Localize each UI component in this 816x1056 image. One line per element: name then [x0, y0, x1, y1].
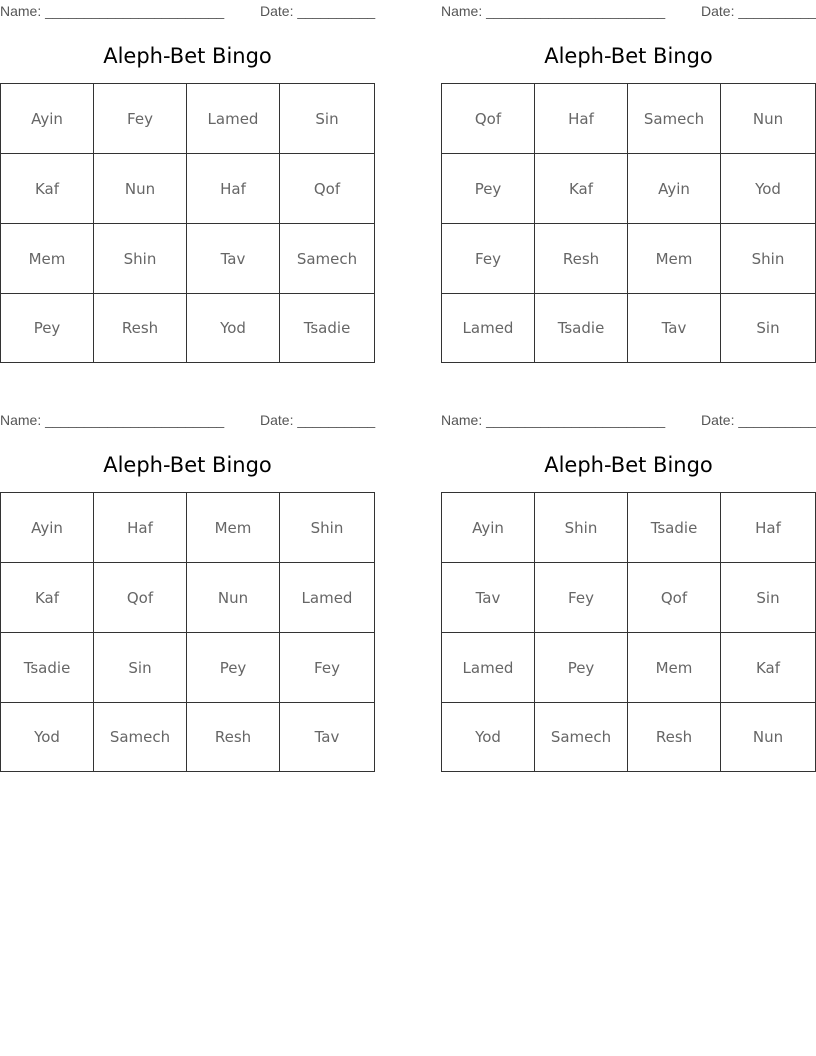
bingo-cell: Fey	[442, 224, 535, 294]
bingo-cell: Lamed	[280, 563, 374, 633]
name-field-label: Name: _______________________	[441, 3, 666, 19]
bingo-cell: Yod	[1, 703, 94, 771]
name-date-line	[441, 411, 816, 429]
bingo-cell: Sin	[756, 319, 780, 337]
bingo-cell: Ayin	[628, 154, 721, 224]
bingo-cell: Tsadie	[303, 319, 351, 337]
bingo-cell: Kaf	[1, 154, 94, 224]
bingo-cell: Pey	[535, 633, 628, 703]
bingo-cell: Sin	[280, 84, 374, 154]
bingo-card	[0, 0, 375, 365]
bingo-cell: Lamed	[442, 294, 535, 362]
bingo-cell: Resh	[628, 703, 721, 771]
bingo-cell: Mem	[1, 224, 94, 294]
bingo-cell: Resh	[535, 224, 628, 294]
name-field-label: Name: _______________________	[0, 3, 225, 19]
bingo-cell: Tav	[314, 728, 340, 746]
bingo-cell: Qof	[628, 563, 721, 633]
bingo-cell: Ayin	[1, 84, 94, 154]
date-field-label: Date: __________	[260, 3, 376, 19]
bingo-cell: Tsadie	[535, 294, 628, 362]
name-field-label: Name: _______________________	[441, 412, 666, 428]
bingo-cell: Nun	[187, 563, 280, 633]
bingo-cell: Fey	[280, 633, 374, 703]
bingo-cell: Haf	[94, 493, 187, 563]
bingo-cell: Shin	[721, 224, 815, 294]
bingo-cell: Sin	[94, 633, 187, 703]
name-date-line	[0, 2, 375, 20]
name-field-label: Name: _______________________	[0, 412, 225, 428]
bingo-cell: Resh	[187, 703, 280, 771]
bingo-cell: Tav	[442, 563, 535, 633]
bingo-cell: Tav	[187, 224, 280, 294]
bingo-card	[441, 0, 816, 365]
bingo-cell: Haf	[721, 493, 815, 563]
bingo-cell: Tsadie	[1, 633, 94, 703]
bingo-cell: Mem	[187, 493, 280, 563]
bingo-cell: Samech	[280, 224, 374, 294]
name-date-line	[0, 411, 375, 429]
bingo-cell: Ayin	[442, 493, 535, 563]
bingo-cell: Lamed	[187, 84, 280, 154]
bingo-cell: Shin	[280, 493, 374, 563]
bingo-grid	[441, 83, 816, 363]
bingo-cell: Kaf	[1, 563, 94, 633]
bingo-cell: Pey	[1, 294, 94, 362]
bingo-cell: Yod	[442, 703, 535, 771]
bingo-cell: Samech	[628, 84, 721, 154]
bingo-cell: Samech	[535, 703, 628, 771]
bingo-cell: Samech	[94, 703, 187, 771]
bingo-cell: Qof	[280, 154, 374, 224]
bingo-cell: Haf	[535, 84, 628, 154]
bingo-cell: Haf	[187, 154, 280, 224]
card-title: Aleph-Bet Bingo	[103, 44, 272, 68]
bingo-cell: Resh	[94, 294, 187, 362]
bingo-cell: Shin	[535, 493, 628, 563]
bingo-cell: Qof	[94, 563, 187, 633]
bingo-cell: Ayin	[1, 493, 94, 563]
name-date-line	[441, 2, 816, 20]
bingo-cell: Nun	[94, 154, 187, 224]
bingo-cell: Shin	[94, 224, 187, 294]
bingo-cell: Mem	[628, 633, 721, 703]
bingo-cell: Fey	[94, 84, 187, 154]
bingo-cell: Yod	[721, 154, 815, 224]
card-title: Aleph-Bet Bingo	[544, 44, 713, 68]
bingo-cell: Sin	[721, 563, 815, 633]
bingo-cell: Nun	[721, 84, 815, 154]
bingo-cell: Mem	[628, 224, 721, 294]
bingo-card	[441, 409, 816, 774]
date-field-label: Date: __________	[260, 412, 376, 428]
bingo-cell: Tav	[628, 294, 721, 362]
bingo-grid	[0, 492, 375, 772]
bingo-cell: Qof	[442, 84, 535, 154]
date-field-label: Date: __________	[701, 3, 816, 19]
bingo-cell: Pey	[442, 154, 535, 224]
bingo-cell: Nun	[752, 728, 784, 746]
card-title: Aleph-Bet Bingo	[544, 453, 713, 477]
bingo-cell: Tsadie	[628, 493, 721, 563]
bingo-grid	[0, 83, 375, 363]
bingo-grid	[441, 492, 816, 772]
bingo-cell: Kaf	[721, 633, 815, 703]
bingo-cell: Pey	[187, 633, 280, 703]
bingo-cell: Fey	[535, 563, 628, 633]
date-field-label: Date: __________	[701, 412, 816, 428]
bingo-cell: Lamed	[442, 633, 535, 703]
bingo-card	[0, 409, 375, 774]
bingo-cell: Kaf	[535, 154, 628, 224]
bingo-cell: Yod	[187, 294, 280, 362]
card-title: Aleph-Bet Bingo	[103, 453, 272, 477]
